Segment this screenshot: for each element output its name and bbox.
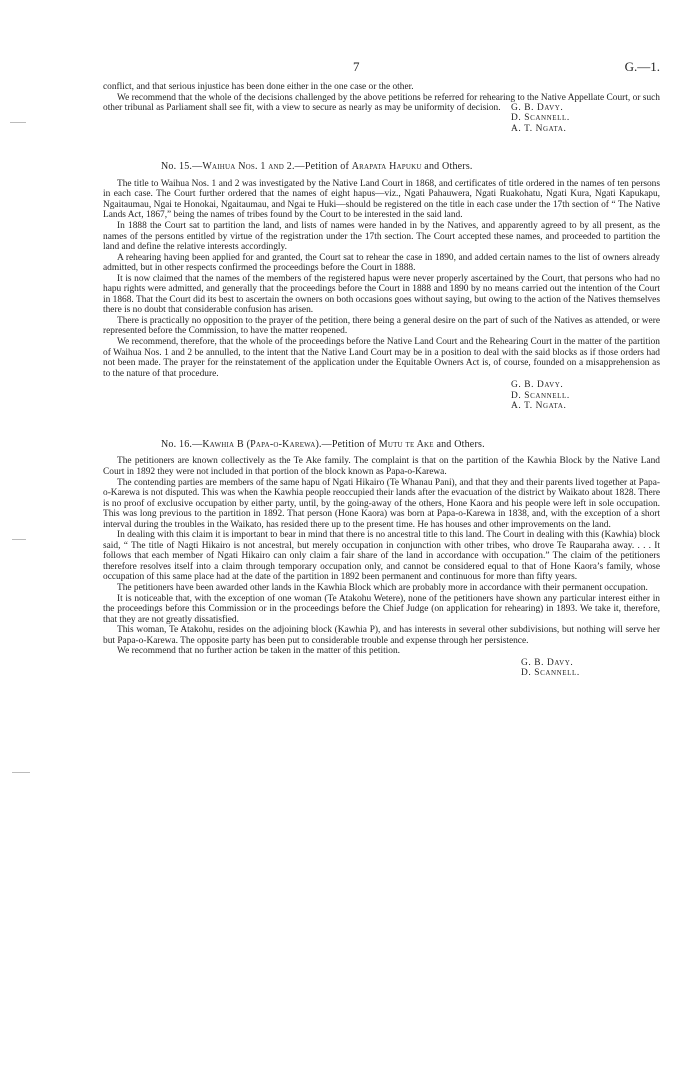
- paragraph: In 1888 the Court sat to partition the land, and lists of names were handed in by the Natives, and apparently agreed to by all present, as the names of the persons entitled by virtue of the registration under the 17th section. The Court accepted these names, and proceeded to partition the land and define the relative interests accordingly.: [103, 221, 660, 253]
- block-name: Kawhia B: [202, 438, 244, 450]
- margin-mark: [12, 772, 30, 773]
- signature-block: [511, 380, 660, 412]
- petitioner-name: Arapata Hapuku: [351, 161, 422, 173]
- signature: D. Scannell.: [521, 668, 580, 679]
- paragraph: We recommend that no further action be taken in the matter of this petition.: [117, 646, 401, 657]
- recommendation-paragraph: We recommend that the whole of the decisions challenged by the above petitions be referred for rehearing to the Native Appellate Court, or such other tribunal as Parliament shall see fit, with a view to secure as nearly as may be uniformity of decision.: [103, 92, 660, 114]
- running-head: [103, 59, 660, 82]
- page: [103, 59, 660, 679]
- signature: G. B. Davy.: [521, 657, 574, 668]
- paragraph: It is noticeable that, with the exception of one woman (Te Atakohu Wetere), none of the petitioners have shown any particular interest either in the proceedings before this Commission or in the proceedings before the Chief Judge (on application for rehearing) in 1893. We take it, therefore, that they are not greatly dissatisfied.: [103, 593, 660, 625]
- block-subname: (Papa-o-Karewa): [243, 438, 319, 450]
- block-name: Waihua Nos. 1 and 2: [202, 161, 292, 173]
- signature: G. B. Davy.: [511, 102, 564, 113]
- continuation-paragraph: conflict, and that serious injustice has been done either in the one case or the other.: [103, 82, 414, 92]
- paragraph: It is now claimed that the names of the members of the registered hapus were never properly ascertained by the Court, that persons who had no hapu rights were admitted, and generally that the proceedings before the Court in 1888 and 1890 by no means carried out the intention of the Court in 1868. That the Court did its best to ascertain the owners on both occasions goes without saying, but owing to the action of the Natives themselves there is no doubt that considerable confusion has arisen.: [103, 273, 660, 316]
- paragraph: There is practically no opposition to the prayer of the petition, there being a general desire on the part of such of the Natives as attended, or were represented before the Commission, to have the matter reopened.: [103, 315, 660, 337]
- paragraph: The contending parties are members of the same hapu of Ngati Hikairo (Te Whanau Pani), and that they and their parents lived together at Papa-o-Karewa is not disputed. This was when the Kawhia people reoccupied their lands after the evacuation of the district by Waikato about 1828. There is no proof of exclusive occupation by either party, until, by the going-away of the others, Hone Kaora and his people were left in sole occupation. This was long previous to the partition in 1892. That person (Hone Kaora) was born at Papa-o-Karewa in 1838, and, with the exception of a short interval during the troubles in the Waikato, has resided there up to the present time. He has houses and other improvements on the land.: [103, 477, 660, 530]
- paragraph: This woman, Te Atakohu, resides on the adjoining block (Kawhia P), and has interests in several other subdivisions, but nothing will serve her but Papa-o-Karewa. The opposite party has been put to considerable trouble and expense through her persistence.: [103, 625, 660, 646]
- section-heading: No. 16.—Kawhia B (Papa-o-Karewa).—Petition of Mutu te Ake and Others.: [161, 438, 485, 450]
- paragraph: The petitioners are known collectively as the Te Ake family. The complaint is that on the partition of the Kawhia Block by the Native Land Court in 1892 they were not included in that portion of the block known as Papa-o-Karewa.: [103, 456, 660, 477]
- intro-section: [103, 82, 660, 134]
- paragraph: The title to Waihua Nos. 1 and 2 was investigated by the Native Land Court in 1868, and certificates of title ordered in the names of ten persons in each case. The Court further ordered that the names of eight hapus—viz., Ngati Pahauwera, Ngati Ruakohatu, Ngati Kura, Ngati Kapukapu, Ngaitaumau, Ngai te Honokai, Ngaitaumau, and Ngai te Huki—should be registered on the title in each case under the 17th section of “ The Native Lands Act, 1867,” being the names of tribes found by the Court to be interested in the said land.: [103, 178, 660, 221]
- petitioner-name: Mutu te Ake: [378, 438, 434, 450]
- signature-block: [511, 103, 660, 135]
- margin-mark: [12, 539, 26, 540]
- section-16: [103, 440, 660, 679]
- signature: A. T. Ngata.: [511, 401, 567, 412]
- signature: D. Scannell.: [511, 113, 570, 124]
- paragraph: A rehearing having been applied for and granted, the Court sat to rehear the case in 1890, and added certain names to the list of owners already admitted, but in other respects confirmed the proceedings before the Court in 1888.: [103, 252, 660, 274]
- paragraph: The petitioners have been awarded other lands in the Kawhia Block which are probably more in accordance with their permanent occupation.: [117, 582, 648, 593]
- signature-block: [521, 658, 660, 679]
- page-number: 7: [353, 59, 360, 74]
- paragraph: In dealing with this claim it is important to bear in mind that there is no ancestral title to this land. The Court in dealing with this (Kawhia) block said, “ The title of Nagti Hikairo is not ancestral, but merely occupation in conjunction with other tribes, who drove Te Rauparaha away. . . . It follows that each member of Ngati Hikairo can only claim a fair share of the land in accordance with occupation.” The claim of the petitioners therefore resolves itself into a claim through temporary occupation only, and cannot be considered equal to that of Hone Kaora’s family, whose occupation of this same place had at the date of the partition in 1892 been permanent and continuous for more than fifty years.: [103, 530, 660, 583]
- paragraph: We recommend, therefore, that the whole of the proceedings before the Native Land Court and the Rehearing Court in the matter of the partition of Waihua Nos. 1 and 2 be annulled, to the intent that the Native Land Court may be in a position to deal with the said blocks as if those orders had not been made. The prayer for the reinstatement of the application under the Equitable Owners Act is, of course, founded on a misapprehension as to the nature of that procedure.: [103, 337, 660, 379]
- signature: D. Scannell.: [511, 390, 570, 401]
- paper-reference: G.—1.: [624, 59, 660, 74]
- section-heading: No. 15.—Waihua Nos. 1 and 2.—Petition of Arapata Hapuku and Others.: [161, 161, 473, 173]
- signature: A. T. Ngata.: [511, 123, 567, 134]
- margin-mark: [10, 122, 26, 123]
- signature: G. B. Davy.: [511, 380, 564, 391]
- section-15: [103, 162, 660, 412]
